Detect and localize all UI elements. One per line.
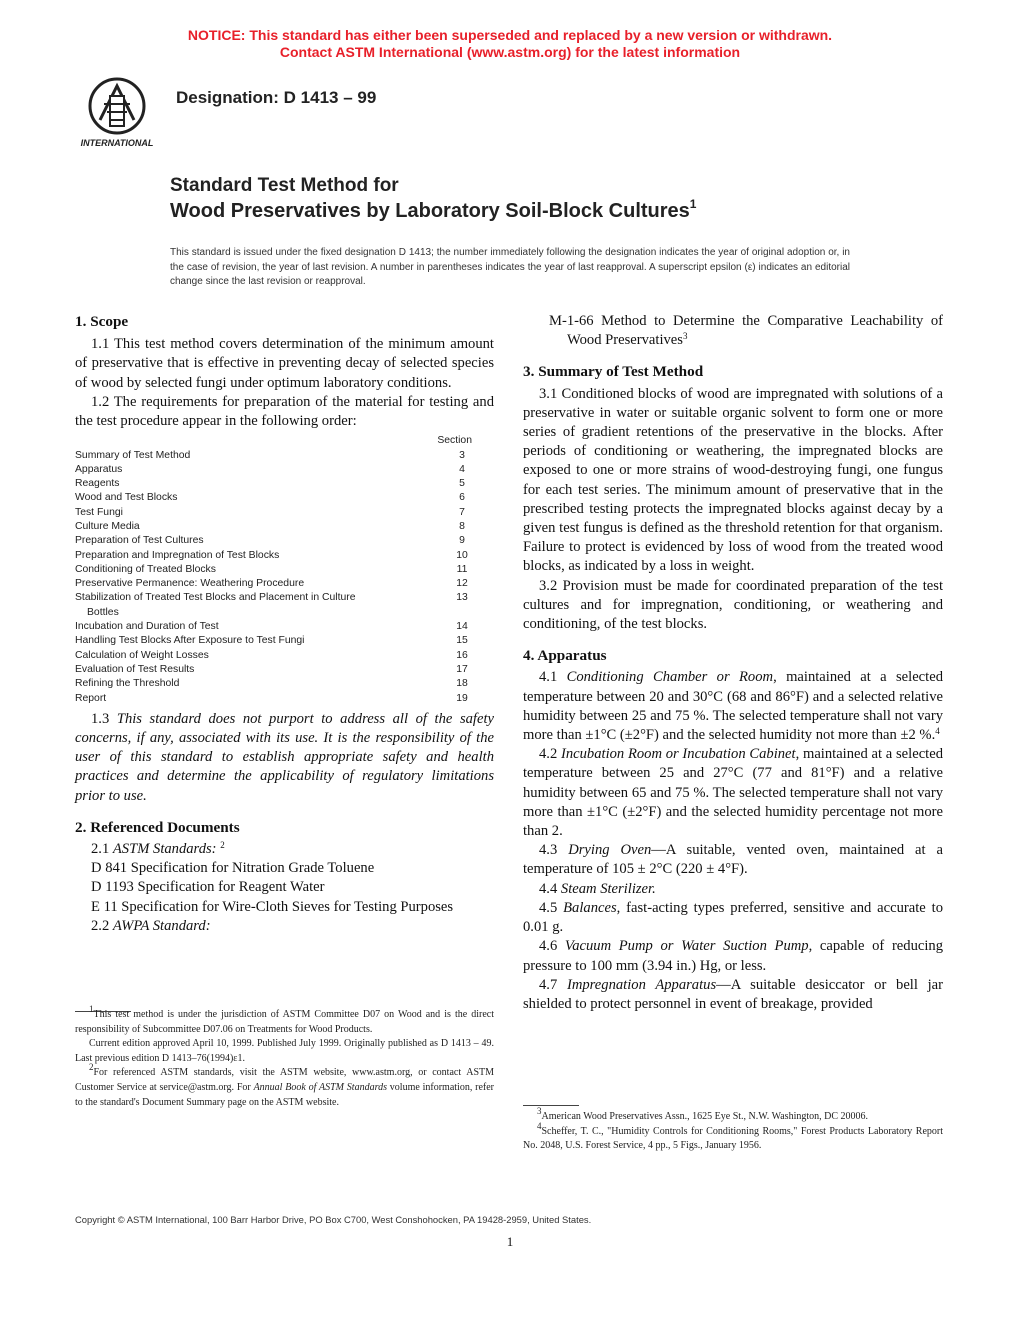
apparatus-item — [523, 899, 943, 937]
awpa-doc-text: M-1-66 Method to Determine the Comparative Leachability of Wood Preservatives — [549, 313, 943, 349]
apparatus-heading: 4. Apparatus — [523, 647, 607, 665]
scope-1-1: 1.1 This test method covers determination of the minimum amount of preservative that is effective in preventing decay of selected species of wood by selected fungi under optimum laboratory conditions. — [75, 336, 494, 391]
footnote-3-text: American Wood Preservatives Assn., 1625 Eye St., N.W. Washington, DC 20006. — [541, 1111, 869, 1122]
supersede-notice — [0, 27, 1020, 61]
toc-title: Culture Media — [75, 521, 140, 532]
apparatus-item-num: 4.3 — [539, 842, 569, 859]
apparatus-item-text: , maintained at a selected temperature between 25 and 27°C (77 and 81°F) and a relative humidity between 65 and 75 %. The selected temperature shall not vary more than ±1°C (±2°F) and the selected humidity percentage not more than 2. — [523, 746, 943, 840]
apparatus-item-num: 4.4 — [539, 880, 561, 897]
right-footnotes — [523, 1106, 943, 1154]
apparatus-item-num: 4.5 — [539, 899, 564, 916]
summary-3-2: 3.2 Provision must be made for coordinated preparation of the test cultures and for impregnation, conditioning, or weathering and conditioning, of the test blocks. — [523, 577, 943, 633]
astm-logo-icon — [72, 72, 162, 150]
footnote-2-mark: 2 — [89, 1062, 94, 1073]
apparatus-item-label: Impregnation Apparatus — [566, 976, 717, 993]
toc-row — [75, 563, 494, 577]
footnote-4-text: Scheffer, T. C., "Humidity Controls for Conditioning Rooms," Forest Products Laboratory Report No. 2048, U.S. Forest Service, 4 pp., 5 Figs., January 1956. — [523, 1125, 943, 1152]
apparatus-item-text: —A suitable, vented oven, maintained at a temperature of 105 ± 2°C (220 ± 4°F). — [523, 842, 943, 878]
toc-title: Reagents — [75, 478, 120, 490]
apparatus-item-label: Steam Sterilizer. — [560, 880, 656, 897]
page-number: 1 — [506, 1234, 514, 1249]
summary-heading: 3. Summary of Test Method — [523, 363, 704, 381]
designation: Designation: D 1413 – 99 — [176, 88, 377, 107]
footnote-3-mark: 3 — [537, 1106, 542, 1116]
toc-section-number: 3 — [459, 449, 465, 461]
document-title — [170, 174, 696, 224]
apparatus-item-label: Incubation Room or Incubation Cabinet — [560, 746, 796, 763]
toc-title: Evaluation of Test Results — [75, 663, 195, 675]
footnote-1-text: This test method is under the jurisdiction of ASTM Committee D07 on Wood and is the direct responsibility of Subcommittee D07.06 on Treatments for Wood Products. — [75, 1009, 494, 1035]
apparatus-item-text: , fast-acting types preferred, sensitive and accurate to 0.01 g. — [523, 899, 943, 936]
notice-line-2: Contact ASTM International (www.astm.org) for the latest information — [279, 44, 741, 60]
scope-1-2: 1.2 The requirements for preparation of the material for testing and the test procedure appear in the following order: — [75, 393, 494, 430]
toc-row — [75, 520, 494, 534]
astm-label: ASTM Standards: — [112, 841, 217, 858]
issued-note: This standard is issued under the fixed designation D 1413; the number immediately following the designation indicates the year of original adoption or, in the case of revision, the year of last revision. A number in parentheses indicates the year of last reapproval. A superscript epsilon (ε) indicates an editorial change since the last revision or reapproval. — [170, 247, 850, 287]
toc-title: Wood and Test Blocks — [75, 492, 178, 504]
apparatus-item-label: Vacuum Pump or Water Suction Pump — [564, 938, 809, 955]
astm-standards-line — [75, 840, 494, 859]
toc-title: Preparation of Test Cultures — [75, 535, 204, 547]
toc-row — [75, 463, 494, 477]
toc-row — [75, 620, 494, 634]
referenced-document: E 11 Specification for Wire-Cloth Sieves for Testing Purposes — [91, 898, 454, 915]
referenced-document: D 1193 Specification for Reagent Water — [91, 879, 325, 896]
footnote-2-text-a: For referenced ASTM standards, visit the ASTM website, www.astm.org, or contact ASTM Customer Service at service@astm.org. For — [75, 1067, 494, 1093]
apparatus-footnote-ref[interactable]: 4 — [935, 726, 940, 737]
right-column — [523, 312, 943, 1014]
scope-heading: 1. Scope — [75, 313, 129, 330]
apparatus-item-label: Drying Oven — [568, 842, 652, 859]
footnote-2-ital: Annual Book of ASTM Standards — [253, 1081, 387, 1093]
right-footnote-rule — [523, 1105, 579, 1106]
copyright: Copyright © ASTM International, 100 Barr Harbor Drive, PO Box C700, West Conshohocken, PA 19428-2959, United States. — [75, 1214, 592, 1225]
apparatus-item — [523, 841, 943, 879]
title-line-1: Standard Test Method for — [170, 175, 399, 196]
footnote-2-text-b: volume information, refer to the standard's Document Summary page on the ASTM website. — [75, 1081, 494, 1108]
referenced-document: D 841 Specification for Nitration Grade Toluene — [91, 860, 375, 877]
toc-row — [75, 663, 494, 677]
left-footnotes — [75, 1004, 494, 1110]
footnote-4-mark: 4 — [537, 1120, 542, 1131]
toc-title: Handling Test Blocks After Exposure to Test Fungi — [75, 635, 305, 647]
toc-row — [75, 506, 494, 520]
toc-row — [75, 649, 494, 663]
toc-row-continued — [75, 606, 494, 620]
toc-row — [75, 491, 494, 505]
toc-title: Summary of Test Method — [75, 449, 191, 461]
apparatus-item-num: 4.2 — [539, 746, 561, 763]
footnote-1b: Current edition approved April 10, 1999. Published July 1999. Originally published as D 1413 – 49. Last previous edition D 1413–76(1994)ε1. — [75, 1038, 494, 1064]
title-line-2-text: Wood Preservatives by Laboratory Soil-Block Cultures — [170, 200, 690, 222]
apparatus-item — [523, 668, 943, 745]
apparatus-item-text: , capable of reducing pressure to 100 mm (3.94 in.) Hg, or less. — [523, 938, 943, 974]
notice-line-1: NOTICE: This standard has either been superseded and replaced by a new version or withdrawn. — [187, 27, 833, 43]
toc-title: Calculation of Weight Losses — [75, 649, 209, 661]
footnote-1-mark: 1 — [89, 1004, 94, 1014]
toc-section-number: 15 — [456, 635, 468, 647]
toc-section-number: 17 — [456, 663, 468, 675]
toc-title: Report — [75, 692, 107, 704]
toc-title: Refining the Threshold — [75, 678, 180, 690]
toc-section-number: 10 — [456, 549, 468, 561]
astm-logo — [72, 72, 162, 150]
apparatus-item — [523, 976, 943, 1014]
logo-label: INTERNATIONAL — [80, 138, 154, 148]
footnote-2 — [75, 1062, 494, 1110]
toc-header: Section — [437, 435, 472, 447]
toc-title: Incubation and Duration of Test — [75, 621, 219, 633]
footnote-1 — [75, 1004, 494, 1037]
toc-title: Conditioning of Treated Blocks — [75, 563, 216, 575]
footnote-3 — [523, 1106, 943, 1125]
astm-footnote-ref[interactable]: 2 — [220, 840, 225, 851]
apparatus-item — [523, 880, 943, 899]
title-line-2 — [170, 198, 696, 224]
toc-title: Preservative Permanence: Weathering Procedure — [75, 578, 305, 590]
toc-section-number: 13 — [456, 592, 468, 604]
toc-row — [75, 591, 494, 605]
toc-section-number: 4 — [459, 463, 465, 475]
toc-row — [75, 449, 494, 463]
apparatus-item — [523, 937, 943, 975]
toc-section-number: 7 — [459, 506, 465, 518]
referenced-heading: 2. Referenced Documents — [75, 818, 240, 836]
toc-row — [75, 577, 494, 591]
toc-row — [75, 692, 494, 706]
awpa-standard-line — [75, 917, 494, 936]
apparatus-item-num: 4.1 — [539, 669, 567, 686]
apparatus-item-num: 4.7 — [539, 976, 567, 993]
toc-row — [75, 677, 494, 691]
summary-3-1: 3.1 Conditioned blocks of wood are impregnated with solutions of a preservative in water or suitable organic solvent to form one or more series of gradient retentions of the preservative in the blocks. After periods of conditioning or weathering, the impregnated blocks are exposed to one or more strains of wood-destroying fungi, one fungus for each test series. The minimum amount of preservative that in the prescribed testing protects the impregnated blocks against decay by a given test fungus is defined as the threshold retention for that organism. Failure to protect is evidenced by loss of wood from the treated wood blocks, as indicated by a loss in weight. — [523, 385, 943, 575]
footnote-4 — [523, 1120, 943, 1154]
scope-1-3 — [75, 710, 494, 806]
toc-title: Preparation and Impregnation of Test Blocks — [75, 549, 280, 561]
apparatus-item-text: —A suitable desiccator or bell jar shielded to protect personnel in event of breakage, provided — [523, 976, 944, 1012]
toc-section-number: 16 — [456, 649, 468, 661]
apparatus-item-num: 4.6 — [539, 938, 565, 955]
astm-num: 2.1 — [91, 841, 113, 858]
toc-section-number: 12 — [456, 578, 468, 590]
apparatus-item — [523, 745, 943, 841]
toc-title: Stabilization of Treated Test Blocks and Placement in Culture — [75, 592, 356, 604]
toc-row — [75, 534, 494, 548]
toc-section-number: 5 — [459, 478, 465, 490]
section-table — [75, 434, 494, 706]
toc-row — [75, 477, 494, 491]
apparatus-item-text: , maintained at a selected temperature between 20 and 30°C (68 and 86°F) and a selected relative humidity between 25 and 75 %. The selected temperature shall not vary more than ±1°C (±2°F) and the selected humidity not more than ±2 %. — [523, 669, 943, 744]
title-footnote-ref[interactable]: 1 — [689, 197, 697, 211]
toc-title: Apparatus — [75, 463, 123, 475]
toc-row — [75, 549, 494, 563]
apparatus-item-label: Conditioning Chamber or Room — [566, 669, 774, 686]
toc-section-number: 11 — [456, 563, 468, 575]
toc-section-number: 14 — [456, 621, 468, 633]
toc-section-number: 6 — [459, 492, 465, 504]
awpa-label: AWPA Standard: — [112, 917, 211, 934]
apparatus-item-label: Balances — [563, 899, 617, 916]
toc-row — [75, 634, 494, 648]
awpa-num: 2.2 — [91, 917, 113, 934]
toc-title-continued: Bottles — [87, 606, 119, 618]
scope-1-3-num: 1.3 — [91, 710, 117, 727]
toc-title: Test Fungi — [75, 506, 123, 518]
toc-section-number: 18 — [456, 678, 468, 690]
left-column — [75, 312, 494, 936]
scope-1-3-text: This standard does not purport to address all of the safety concerns, if any, associated with its use. It is the responsibility of the user of this standard to establish appropriate safety and health practices and determine the applicability of regulatory limitations prior to use. — [75, 710, 494, 804]
toc-section-number: 8 — [459, 521, 465, 532]
awpa-footnote-ref[interactable]: 3 — [682, 331, 688, 342]
toc-section-number: 9 — [459, 535, 465, 547]
awpa-document — [523, 312, 943, 350]
toc-section-number: 19 — [456, 692, 468, 704]
